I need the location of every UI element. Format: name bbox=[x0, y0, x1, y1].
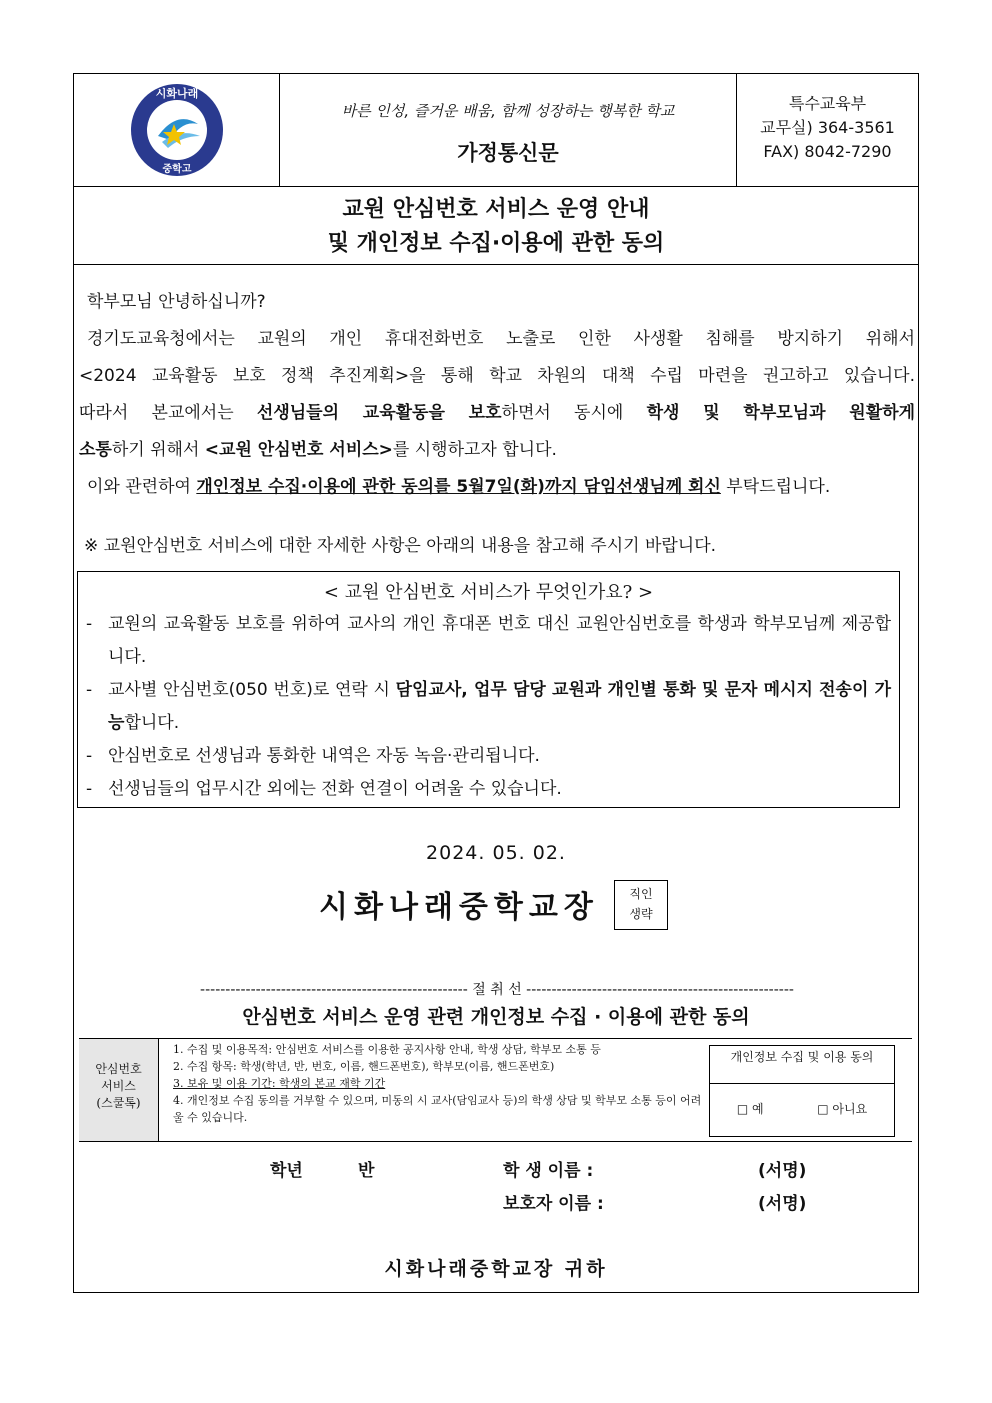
consent-agree-heading: 개인정보 수집 및 이용 동의 bbox=[710, 1046, 894, 1084]
service-info-list bbox=[78, 608, 899, 806]
paragraph-1-line-1: 경기도교육청에서는 교원의 개인 휴대전화번호 노출로 인한 사생활 침해를 방지하기 위해서 bbox=[87, 329, 915, 349]
contact-info bbox=[737, 74, 918, 186]
consent-label-1: 안심번호 bbox=[95, 1062, 142, 1076]
paragraph-1-line-3 bbox=[79, 395, 915, 432]
school-logo-cell bbox=[74, 74, 280, 186]
consent-options bbox=[710, 1084, 894, 1117]
consent-title: 안심번호 서비스 운영 관련 개인정보 수집 · 이용에 관한 동의 bbox=[242, 1006, 750, 1028]
p1-l4-c: <교원 안심번호 서비스> bbox=[204, 440, 393, 460]
p2-c: 부탁드립니다. bbox=[720, 477, 831, 497]
student-name-label: 학 생 이름 : bbox=[503, 1161, 594, 1181]
consent-item-3-text: 3. 보유 및 이용 기간: 학생의 본교 재학 기간 bbox=[173, 1077, 386, 1090]
parent-sign-row bbox=[74, 1189, 918, 1222]
item-2-b: 담임교사, 업무 담당 교원과 개인별 통화 및 문자 메시지 전송이 가능 bbox=[108, 680, 891, 733]
item-text: 교원의 교육활동 보호를 위하여 교사의 개인 휴대폰 번호 대신 교원안심번호를 학생과 학부모님께 제공합니다. bbox=[108, 614, 891, 667]
dash-bullet: - bbox=[86, 779, 93, 799]
header-center bbox=[280, 74, 737, 186]
list-item bbox=[86, 608, 891, 674]
seal-omitted-box bbox=[614, 880, 668, 930]
parent-signature-label: (서명) bbox=[758, 1194, 807, 1214]
p1-l3-b: 선생님들의 교육활동을 보호 bbox=[256, 403, 502, 423]
item-text: 안심번호로 선생님과 통화한 내역은 자동 녹음·관리됩니다. bbox=[108, 746, 540, 766]
addressee: 시화나래중학교장 귀하 bbox=[384, 1258, 608, 1280]
paragraph-1-line-2: <2024 교육활동 보호 정책 추진계획>을 통해 학교 차원의 대책 수립 마련을 권고하고 있습니다. bbox=[79, 366, 915, 386]
fax-number: FAX) 8042-7290 bbox=[763, 142, 892, 161]
greeting: 학부모님 안녕하십니까? bbox=[87, 292, 266, 312]
title-line-1: 교원 안심번호 서비스 운영 안내 bbox=[342, 197, 650, 222]
grade-label: 학년 bbox=[270, 1161, 303, 1181]
student-signature-label: (서명) bbox=[758, 1161, 807, 1181]
list-item bbox=[86, 674, 891, 740]
item-2-c: 합니다. bbox=[124, 713, 180, 733]
logo-text-bottom: 중학고 bbox=[162, 164, 192, 175]
office-phone: 교무실) 364-3561 bbox=[760, 118, 895, 137]
list-item bbox=[86, 740, 891, 773]
school-logo bbox=[122, 80, 232, 180]
p1-l3-a: 따라서 본교에서는 bbox=[79, 403, 257, 423]
agree-yes-checkbox[interactable]: □ 예 bbox=[736, 1102, 764, 1116]
service-info-title: < 교원 안심번호 서비스가 무엇인가요? > bbox=[323, 582, 654, 603]
parent-name-label: 보호자 이름 : bbox=[503, 1194, 604, 1214]
seal-line-2: 생략 bbox=[629, 907, 653, 921]
header bbox=[74, 74, 918, 187]
student-sign-row bbox=[74, 1156, 918, 1189]
signature-section bbox=[74, 1156, 918, 1222]
consent-label-2: 서비스 bbox=[101, 1079, 136, 1093]
service-info-box bbox=[77, 571, 900, 808]
issue-date: 2024. 05. 02. bbox=[426, 842, 566, 864]
consent-item-2: 2. 수집 항목: 학생(학년, 반, 번호, 이름, 핸드폰번호), 학부모(이름, 핸드폰번호) bbox=[173, 1060, 555, 1073]
consent-item-4: 4. 개인정보 수집 동의를 거부할 수 있으며, 미동의 시 교사(담임교사 등)의 학생 상담 및 학부모 소통 등이 어려울 수 있습니다. bbox=[173, 1094, 702, 1124]
dash-bullet: - bbox=[86, 746, 93, 766]
cut-line: ----------------------------------------------------- 절 취 선 ----------------------------------------------------- bbox=[200, 982, 794, 998]
consent-label bbox=[79, 1039, 159, 1141]
consent-agree-box bbox=[709, 1045, 895, 1137]
consent-label-3: (스쿨톡) bbox=[96, 1096, 141, 1110]
item-text: 선생님들의 업무시간 외에는 전화 연결이 어려울 수 있습니다. bbox=[108, 779, 562, 799]
title-line-2: 및 개인정보 수집·이용에 관한 동의 bbox=[327, 231, 665, 256]
paragraph-2 bbox=[79, 469, 915, 506]
reference-note: ※ 교원안심번호 서비스에 대한 자세한 사항은 아래의 내용을 참고해 주시기 바랍니다. bbox=[84, 536, 717, 556]
cut-line-label: 절 취 선 bbox=[472, 982, 522, 998]
seal-line-1: 직인 bbox=[629, 887, 653, 901]
p1-l3-c: 하면서 동시에 bbox=[501, 403, 647, 423]
department: 특수교육부 bbox=[788, 94, 867, 113]
letter-body bbox=[79, 284, 915, 506]
newsletter-label: 가정통신문 bbox=[457, 141, 559, 165]
consent-table bbox=[79, 1038, 912, 1142]
class-label: 반 bbox=[358, 1161, 375, 1181]
p1-l4-a: 소통 bbox=[79, 440, 112, 460]
school-motto: 바른 인성, 즐거운 배움, 함께 성장하는 행복한 학교 bbox=[341, 102, 675, 120]
principal-title: 시화나래중학교장 bbox=[319, 890, 599, 925]
consent-item-1: 1. 수집 및 이용목적: 안심번호 서비스를 이용한 공지사항 안내, 학생 상담, 학부모 소통 등 bbox=[173, 1043, 601, 1056]
document-frame bbox=[73, 73, 919, 1293]
consent-item-3 bbox=[161, 1075, 706, 1092]
paragraph-1-line-4 bbox=[79, 432, 915, 469]
p1-l3-d: 학생 및 학부모님과 원활하게 bbox=[646, 403, 915, 423]
p2-a: 이와 관련하여 bbox=[87, 477, 197, 497]
p2-deadline: 개인정보 수집·이용에 관한 동의를 5월7일(화)까지 담임선생님께 회신 bbox=[196, 477, 721, 497]
agree-no-checkbox[interactable]: □ 아니요 bbox=[817, 1102, 868, 1116]
list-item bbox=[86, 773, 891, 806]
logo-text-top: 시화나래 bbox=[155, 87, 199, 100]
item-2-a: 교사별 안심번호(050 번호)로 연락 시 bbox=[108, 680, 396, 700]
document-title bbox=[74, 187, 918, 265]
consent-items bbox=[161, 1041, 706, 1126]
p1-l4-d: 를 시행하고자 합니다. bbox=[392, 440, 557, 460]
p1-l4-b: 하기 위해서 bbox=[111, 440, 205, 460]
dash-bullet: - bbox=[86, 680, 93, 700]
dash-bullet: - bbox=[86, 614, 93, 634]
